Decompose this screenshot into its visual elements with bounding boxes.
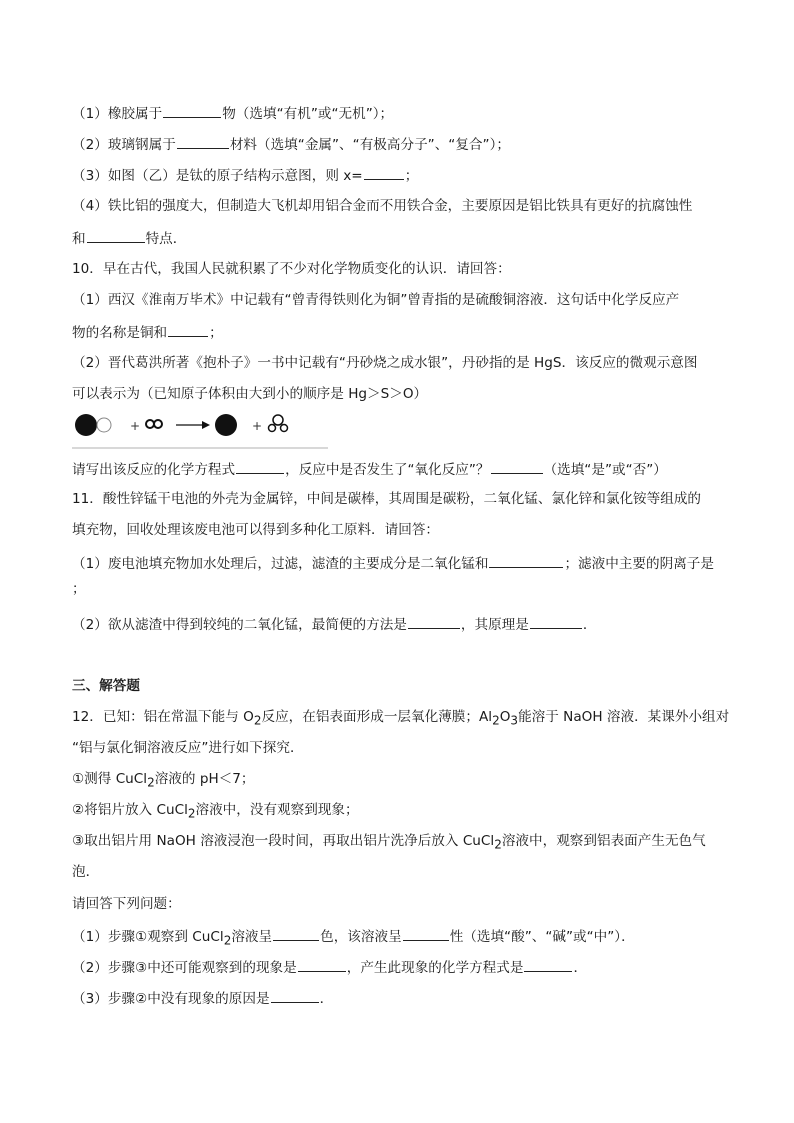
q10-1-line-cont [72, 322, 223, 342]
text: ③取出铝片用 NaOH 溶液浸泡一段时间，再取出铝片洗净后放入 CuCl [72, 833, 495, 849]
text: 溶液中，没有观察到现象； [195, 802, 359, 818]
text: ； [209, 325, 223, 341]
q12-stem [72, 708, 729, 730]
o-atom-icon [154, 420, 162, 428]
subscript: 2 [494, 837, 502, 852]
answer-blank[interactable] [87, 228, 145, 243]
text: ； [404, 168, 419, 184]
text: ，反应中是否发生了“氧化反应”？ [285, 462, 490, 478]
subscript: 3 [510, 713, 519, 728]
text: 溶液中，观察到铝表面产生无色气 [501, 833, 706, 849]
q11-1-line-cont: ； [72, 581, 86, 597]
q11-2-line [72, 614, 596, 634]
q12-stem-cont: “铝与氯化铜溶液反应”进行如下探究． [72, 740, 304, 756]
s-atom-icon [97, 418, 111, 432]
q11-stem: 11．酸性锌锰干电池的外壳为金属锌，中间是碳棒，其周围是碳粉，二氧化锰、氯化锌和氯化铵等组成的 [72, 491, 702, 507]
answer-blank[interactable] [408, 614, 460, 629]
answer-blank[interactable] [236, 459, 284, 474]
q9-4-line-cont [72, 228, 186, 248]
text: 材料（选填“金属”、“有极高分子”、“复合”）； [229, 137, 510, 153]
s-atom-icon [273, 415, 283, 425]
answer-blank[interactable] [364, 165, 404, 180]
text: （2）欲从滤渣中得到较纯的二氧化锰，最简便的方法是 [72, 617, 407, 633]
answer-blank[interactable] [530, 614, 582, 629]
subscript: 2 [253, 713, 262, 728]
subscript: 2 [492, 713, 500, 728]
text: （2）玻璃钢属于 [72, 137, 176, 153]
q11-1-line [72, 553, 714, 573]
text: 溶液呈 [231, 929, 273, 945]
answer-blank[interactable] [403, 926, 449, 941]
text: （3）如图（乙）是钛的原子结构示意图，则 x= [72, 168, 363, 184]
text: ． [582, 617, 597, 633]
q10-1-line: （1）西汉《淮南万毕术》中记载有“曾青得铁则化为铜”曾青指的是硫酸铜溶液．这句话中化学反应产 [72, 292, 680, 308]
text: 溶液的 pH＜7； [154, 771, 255, 787]
text: （选填“是”或“否”） [543, 462, 667, 478]
step-1 [72, 770, 255, 792]
q9-3-line [72, 165, 418, 185]
text: 物的名称是铜和 [72, 325, 168, 341]
subscript: 2 [223, 933, 232, 948]
subscript: 2 [187, 806, 196, 821]
answer-blank[interactable] [177, 134, 229, 149]
answer-blank[interactable] [489, 553, 563, 568]
hg-atom-icon [215, 414, 237, 436]
text: 反应，在铝表面形成一层氧化薄膜；Al [261, 709, 493, 725]
text: 特点． [145, 231, 187, 247]
o-atom-icon [269, 425, 276, 432]
text: ①测得 CuCl [72, 771, 148, 787]
answer-blank[interactable] [491, 459, 543, 474]
text: 色，该溶液呈 [320, 929, 402, 945]
q9-1-line [72, 103, 393, 123]
text: 请写出该反应的化学方程式 [72, 462, 236, 478]
o-atom-icon [281, 425, 288, 432]
text: ，其原理是 [460, 617, 529, 633]
q12-2-line [72, 957, 587, 977]
text: 性（选填“酸”、“碱”或“中”）． [449, 929, 635, 945]
section-heading: 三、解答题 [72, 678, 140, 694]
step-2 [72, 801, 359, 823]
plus-sign: + [130, 419, 141, 433]
text: 能溶于 NaOH 溶液．某课外小组对 [518, 709, 730, 725]
answer-blank[interactable] [168, 322, 208, 337]
q12-3-line [72, 988, 333, 1008]
o-atom-icon [146, 420, 154, 428]
text: O [499, 709, 511, 725]
step-3 [72, 832, 706, 854]
q10-2-answer-line [72, 459, 667, 479]
text: （1）橡胶属于 [72, 106, 163, 122]
q10-stem: 10．早在古代，我国人民就积累了不少对化学物质变化的认识．请回答： [72, 261, 511, 277]
step-3-cont: 泡． [72, 864, 100, 880]
text: 物（选填“有机”或“无机”）； [222, 106, 394, 122]
reaction-micro-diagram [72, 406, 328, 452]
q12-1-line [72, 926, 635, 950]
text: （1）步骤①观察到 CuCl [72, 929, 224, 945]
hg-atom-icon [75, 414, 97, 436]
answer-blank[interactable] [273, 926, 319, 941]
arrow-head-icon [202, 421, 210, 429]
q10-2-line: （2）晋代葛洪所著《抱朴子》一书中记载有“丹砂烧之成水银”，丹砂指的是 HgS．该反应的微观示意图 [72, 355, 698, 371]
text: （1）废电池填充物加水处理后，过滤，滤渣的主要成分是二氧化锰和 [72, 556, 489, 572]
q9-2-line [72, 134, 510, 154]
text: （3）步骤②中没有现象的原因是 [72, 991, 270, 1007]
answer-blank[interactable] [271, 988, 319, 1003]
q10-2-line-cont: 可以表示为（已知原子体积由大到小的顺序是 Hg＞S＞O） [72, 386, 428, 402]
text: ． [319, 991, 334, 1007]
answer-blank[interactable] [163, 103, 221, 118]
text: （2）步骤③中还可能观察到的现象是 [72, 960, 297, 976]
answer-blank[interactable] [298, 957, 346, 972]
plus-sign: + [252, 419, 263, 433]
text: ；滤液中主要的阴离子是 [564, 556, 714, 572]
answer-blank[interactable] [524, 957, 572, 972]
q9-4-line: （4）铁比铝的强度大，但制造大飞机却用铝合金而不用铁合金，主要原因是铝比铁具有更好的抗腐蚀性 [72, 198, 693, 214]
text: ②将铝片放入 CuCl [72, 802, 188, 818]
q11-stem-cont: 填充物，回收处理该废电池可以得到多种化工原料．请回答： [72, 522, 440, 538]
text: 和 [72, 231, 86, 247]
ask-line: 请回答下列问题： [72, 896, 181, 912]
text: ，产生此现象的化学方程式是 [346, 960, 524, 976]
text: ． [573, 960, 588, 976]
subscript: 2 [147, 775, 155, 790]
text: 12．已知：铝在常温下能与 O [72, 709, 254, 725]
